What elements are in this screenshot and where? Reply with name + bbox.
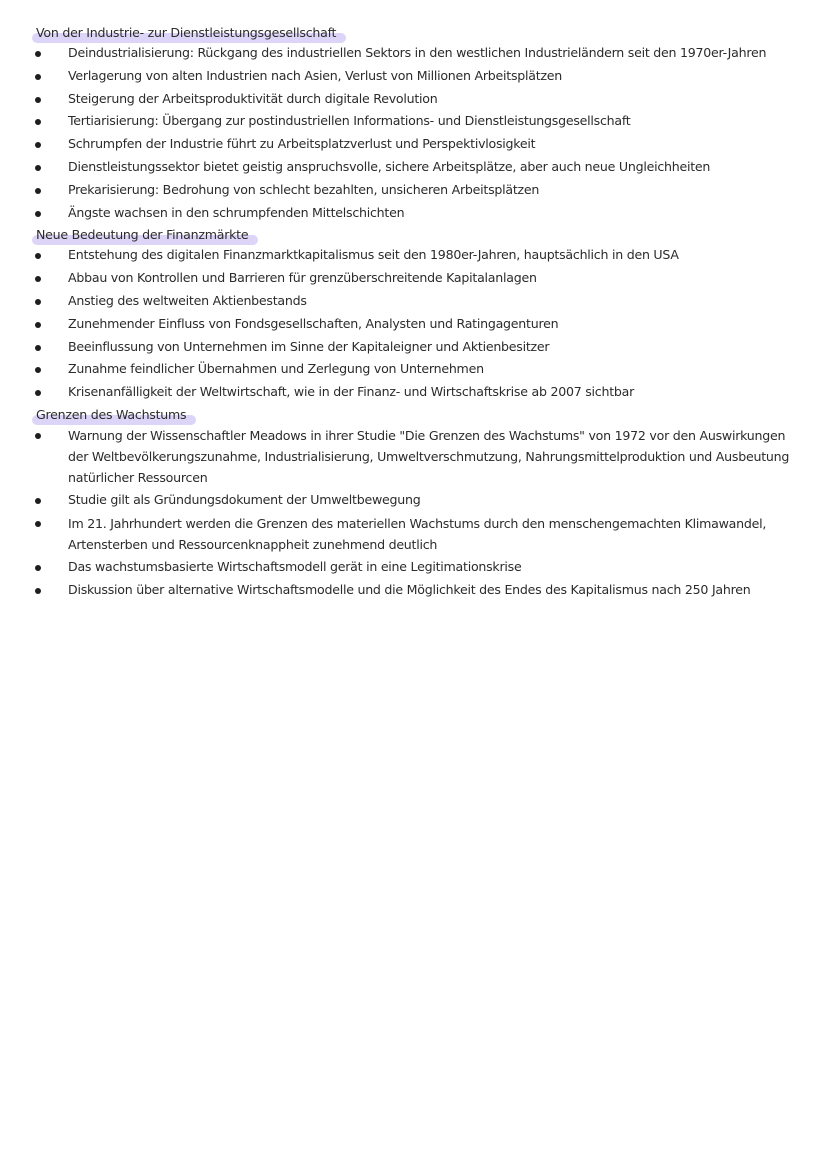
list-item [35,88,805,111]
list-item [35,512,805,556]
section-heading-text: Von der Industrie- zur Dienstleistungsgesellschaft [36,25,337,40]
list-item-text: Warnung der Wissenschaftler Meadows in ihrer Studie "Die Grenzen des Wachstums" von 1972 vor den Auswirkungen der Weltbevölkerungszunahme, Industrialisierung, Umweltverschmutzung, Nahrungsmittelproduktion und Ausbeutung natürlicher Ressourcen [68,427,790,485]
list-item [35,42,805,65]
list-item [35,202,805,225]
bullet-icon [35,322,41,328]
list-item-text: Steigerung der Arbeitsproduktivität durch digitale Revolution [68,90,438,106]
list-item [35,156,805,179]
list-item [35,133,805,156]
bullet-icon [35,188,41,194]
list-item [35,244,805,267]
list-item-text: Tertiarisierung: Übergang zur postindustriellen Informations- und Dienstleistungsgesellschaft [68,113,631,129]
bullet-icon [35,276,41,282]
list-item [35,336,805,359]
bullet-icon [35,253,41,259]
bullet-list [35,42,805,224]
list-item-text: Anstieg des weltweiten Aktienbestands [68,292,307,308]
list-item [35,579,805,602]
list-item [35,424,805,489]
bullet-icon [35,142,41,148]
list-item-text: Deindustrialisierung: Rückgang des industriellen Sektors in den westlichen Industrieländern seit den 1970er-Jahren [68,45,767,60]
section-heading-text: Neue Bedeutung der Finanzmärkte [36,227,249,243]
list-item [35,556,805,579]
bullet-icon [35,119,41,125]
bullet-icon [35,367,41,373]
list-item-text: Zunahme feindlicher Übernahmen und Zerlegung von Unternehmen [68,361,484,377]
list-item [35,358,805,381]
list-item [35,110,805,133]
list-item [35,381,805,404]
list-item-text: Verlagerung von alten Industrien nach Asien, Verlust von Millionen Arbeitsplätzen [68,67,563,83]
bullet-icon [35,521,41,527]
list-item [35,267,805,290]
list-item-text: Zunehmender Einfluss von Fondsgesellschaften, Analysten und Ratingagenturen [68,315,559,331]
bullet-icon [35,211,41,217]
bullet-icon [35,51,41,57]
list-item-text: Im 21. Jahrhundert werden die Grenzen des materiellen Wachstums durch den menschengemachten Klimawandel, Artensterben und Ressourcenknappheit zunehmend deutlich [68,515,767,552]
list-item-text: Schrumpfen der Industrie führt zu Arbeitsplatzverlust und Perspektivlosigkeit [68,136,536,152]
list-item-text: Das wachstumsbasierte Wirtschaftsmodell gerät in eine Legitimationskrise [68,558,522,574]
section-wachstum [35,404,805,601]
section-finanzmaerkte [35,224,805,404]
notes-content [35,22,805,601]
section-industrie [35,22,805,224]
list-item-text: Prekarisierung: Bedrohung von schlecht bezahlten, unsicheren Arbeitsplätzen [68,181,540,197]
list-item [35,179,805,202]
list-item-text: Ängste wachsen in den schrumpfenden Mittelschichten [68,204,405,220]
list-item [35,65,805,88]
list-item-text: Studie gilt als Gründungsdokument der Umweltbewegung [68,491,421,507]
section-heading [34,405,186,424]
bullet-icon [35,345,41,351]
list-item-text: Entstehung des digitalen Finanzmarktkapitalismus seit den 1980er-Jahren, hauptsächlich in den USA [68,247,679,263]
bullet-icon [35,390,41,396]
bullet-list [35,244,805,404]
bullet-icon [35,165,41,171]
list-item-text: Krisenanfälligkeit der Weltwirtschaft, wie in der Finanz- und Wirtschaftskrise ab 2007 sichtbar [68,384,635,400]
bullet-icon [35,299,41,305]
bullet-icon [35,74,41,80]
list-item-text: Abbau von Kontrollen und Barrieren für grenzüberschreitende Kapitalanlagen [68,270,537,286]
bullet-icon [35,565,41,571]
bullet-icon [35,588,41,594]
section-heading-text: Grenzen des Wachstums [36,406,187,422]
bullet-icon [35,97,41,103]
bullet-icon [35,433,41,439]
list-item-text: Beeinflussung von Unternehmen im Sinne der Kapitaleigner und Aktienbesitzer [68,338,550,354]
section-heading [34,23,336,42]
section-heading [34,225,248,244]
list-item [35,313,805,336]
list-item [35,290,805,313]
bullet-icon [35,498,41,504]
list-item-text: Dienstleistungssektor bietet geistig anspruchsvolle, sichere Arbeitsplätze, aber auch neue Ungleichheiten [68,158,711,174]
list-item-text: Diskussion über alternative Wirtschaftsmodelle und die Möglichkeit des Endes des Kapitalismus nach 250 Jahren [68,581,751,597]
list-item [35,489,805,512]
bullet-list [35,424,805,601]
